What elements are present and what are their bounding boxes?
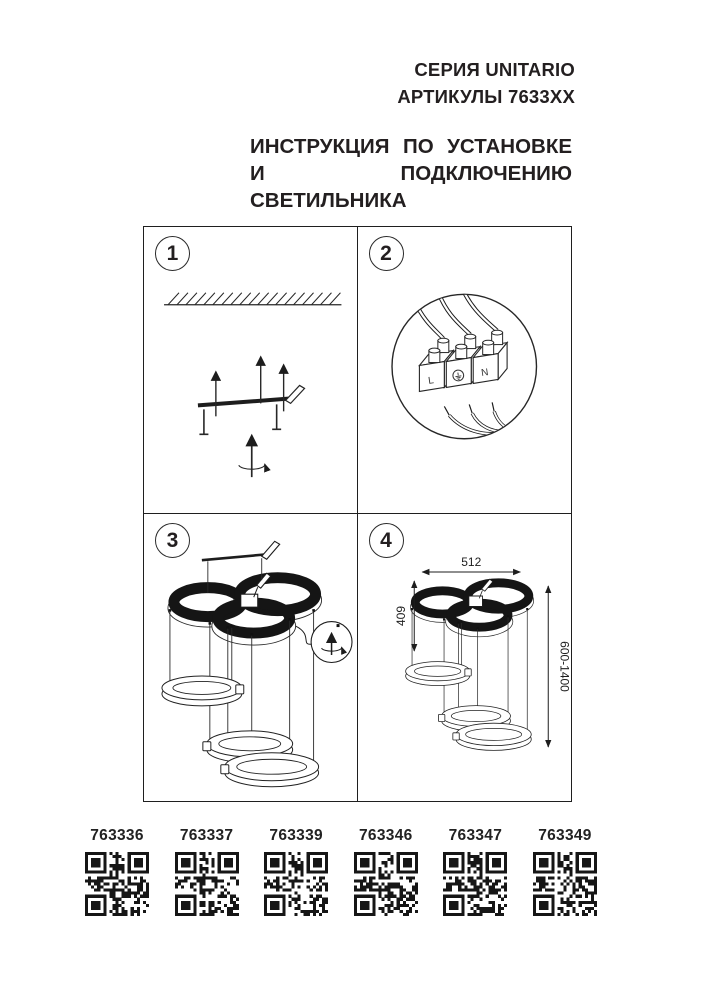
step-number-badge (155, 236, 190, 271)
article-item (353, 827, 419, 916)
article-item (263, 827, 329, 916)
article-item (442, 827, 508, 916)
terminal-label-N: N (479, 367, 489, 379)
series-name: СЕРИЯ UNITARIO (414, 59, 575, 80)
article-code: 763349 (538, 827, 592, 844)
article-item (532, 827, 598, 916)
dimension-width: 512 (460, 555, 481, 569)
article-code: 763337 (179, 827, 234, 844)
article-code: 763336 (90, 827, 144, 844)
ceiling-hatch (168, 293, 340, 305)
title-line-1: ИНСТРУКЦИЯ ПО УСТАНОВКЕ (250, 135, 572, 158)
articles-range: АРТИКУЛЫ 7633XX (397, 86, 575, 107)
qr-code (175, 852, 239, 916)
article-code: 763346 (359, 827, 413, 844)
terminal-label-L: L (427, 375, 435, 387)
adjuster-callout (296, 622, 352, 663)
step-number-badge (369, 523, 404, 558)
qr-code (264, 852, 328, 916)
qr-code (354, 852, 418, 916)
title-line-2: И ПОДКЛЮЧЕНИЮ СВЕТИЛЬНИКА (250, 162, 572, 212)
steps-grid (143, 226, 572, 802)
screw-rotation-arrow-icon (239, 436, 265, 477)
mounting-bracket (198, 358, 305, 435)
chandelier-figure (162, 573, 322, 786)
step-number: 4 (380, 528, 392, 552)
supply-cable (444, 402, 522, 464)
article-qr-row (84, 827, 598, 916)
article-item (174, 827, 240, 916)
document-header (397, 56, 575, 110)
chandelier-figure (405, 579, 533, 750)
step-4-panel (358, 514, 572, 801)
article-item (84, 827, 150, 916)
article-code: 763347 (448, 827, 503, 844)
step-number: 3 (166, 528, 179, 552)
qr-code (533, 852, 597, 916)
step-number-badge (155, 523, 190, 558)
step-number: 2 (380, 241, 392, 265)
dimension-canopy-height: 409 (393, 605, 408, 627)
mains-wires (414, 284, 497, 339)
step-number-badge (369, 236, 404, 271)
qr-code (443, 852, 507, 916)
step-1-panel (144, 227, 358, 514)
dimension-suspension-range: 600-1400 (556, 641, 571, 692)
step-2-panel (358, 227, 572, 514)
step-number: 1 (166, 241, 179, 265)
qr-code (85, 852, 149, 916)
article-code: 763339 (269, 827, 323, 844)
page-title (250, 133, 572, 214)
step-3-panel (144, 514, 358, 801)
